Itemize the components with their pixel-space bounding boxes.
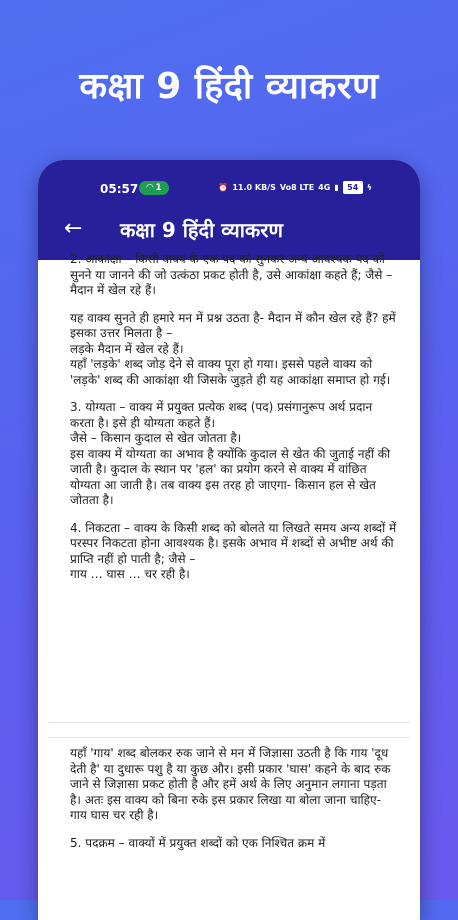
promo-title: कक्षा 9 हिंदी व्याकरण <box>79 66 379 107</box>
status-icons <box>218 181 372 194</box>
content-area[interactable] <box>38 252 420 920</box>
paragraph-example: यह वाक्य सुनते ही हमारे मन में प्रश्न उठता है- मैदान में कौन खेल रहे हैं? हमें इसका उत्तर मिलता है – लड़के मैदान में खेल रहे हैं। यहाँ 'लड़के' शब्द जोड़ देने से वाक्य पूरा हो गया। इससे पहले वाक्य को 'लड़के' शब्द की आकांक्षा थी जिसके जुड़ते ही यह आकांक्षा समाप्त हो गई। <box>70 310 396 387</box>
battery-icon: 54 <box>343 181 363 194</box>
hotspot-count: 1 <box>155 183 162 193</box>
status-time: 05:57 <box>100 182 139 196</box>
app-title: कक्षा 9 हिंदी व्याकरण <box>120 218 283 242</box>
paragraph-gay-ghas: यहाँ 'गाय' शब्द बोलकर रुक जाने से मन में जिज्ञासा उठती है कि गाय 'दूध देती है' या दुधारू पशु है या कुछ और। इसी प्रकार 'घास' कहने के बाद रुक जाने से जिज्ञासा प्रकट होती है और हमें अर्थ के लिए अनुमान लगाना पड़ता है। अतः इस वाक्य को बिना रुके इस प्रकार लिखा या बोला जाना चाहिए- गाय घास चर रही है। <box>70 746 391 822</box>
wifi-icon: ◠ <box>146 183 154 193</box>
phone-frame <box>38 160 420 920</box>
paragraph-padkram: 5. पदक्रम – वाक्यों में प्रयुक्त शब्दों को एक निश्चित क्रम में <box>70 835 326 850</box>
network-speed: 11.0 KB/S <box>232 183 276 192</box>
paragraph-akanksha: 2. आकांक्षा – किसी वाक्य के एक पद को सुनकर अन्य आवश्यक पद को सुनने या जानने की जो उत्कंठा प्रकट होती है, उसे आकांक्षा कहते हैं; जैसे – मैदान में खेल रहे हैं। <box>70 252 393 297</box>
volte-label: Vo8 LTE <box>279 183 315 192</box>
section-divider <box>48 722 410 723</box>
status-bar <box>38 160 420 202</box>
paragraph-nikatta: 4. निकटता – वाक्य के किसी शब्द को बोलते या लिखते समय अन्य शब्दों में परस्पर निकटता होना आवश्यक है। इसके अभाव में शब्दों से अभीष्ट अर्थ की प्राप्ति नहीं हो पाती है; जैसे – गाय … घास … चर रही है। <box>70 520 397 581</box>
arrow-left-icon[interactable]: ← <box>64 216 83 241</box>
paragraph-yogyata: 3. योग्यता – वाक्य में प्रयुक्त प्रत्येक शब्द (पद) प्रसंगानुरूप अर्थ प्रदान करता है। इसे ही योग्यता कहते हैं। जैसे – किसान कुदाल से खेत जोतता है। इस वाक्य में योग्यता का अभाव है क्योंकि कुदाल से खेत की जुताई नहीं की जाती है। कुदाल के स्थान पर 'हल' का प्रयोग करने से वाक्य में वांछित योग्यता आ जाती है। तब वाक्य इस तरह हो जाएगा- किसान हल से खेत जोतता है। <box>70 400 391 507</box>
content-section-2 <box>70 746 398 863</box>
content-section-1 <box>70 252 398 595</box>
charging-icon: ϟ <box>366 183 372 192</box>
section-divider-2 <box>48 737 410 738</box>
alarm-icon: ⏰ <box>218 183 229 192</box>
signal-icon: ▮ <box>334 183 339 192</box>
signal-label: 4G <box>318 183 331 192</box>
hotspot-pill <box>139 181 169 195</box>
